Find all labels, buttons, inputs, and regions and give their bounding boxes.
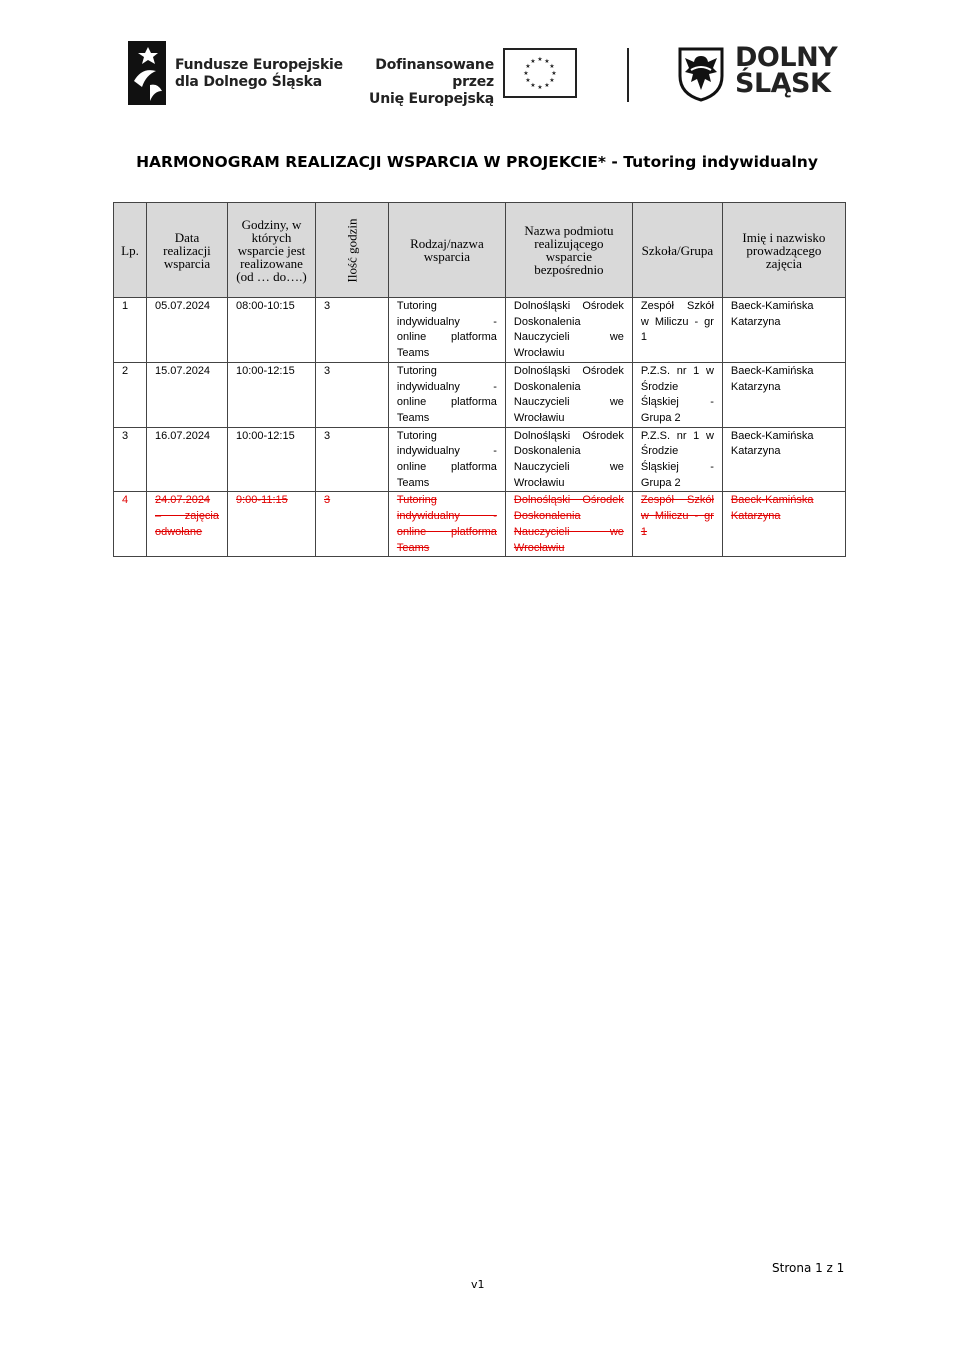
cell-data: 05.07.2024 bbox=[147, 298, 228, 363]
cell-data: 15.07.2024 bbox=[147, 362, 228, 427]
cell-szkola: Zespół Szkół w Miliczu - gr 1 bbox=[632, 492, 722, 557]
cell-rodzaj: Tutoring indywidualny - online platforma Teams bbox=[388, 492, 505, 557]
fundusze-europejskie-logo-icon bbox=[128, 41, 166, 105]
cell-data: 24.07.2024 – zajęcia odwołane bbox=[147, 492, 228, 557]
table-row bbox=[114, 362, 846, 427]
logo-bar bbox=[120, 38, 850, 118]
cell-ilosc: 3 bbox=[316, 298, 389, 363]
schedule-table bbox=[113, 202, 846, 557]
cell-lp: 4 bbox=[114, 492, 147, 557]
header-ilosc-label: Ilość godzin bbox=[344, 218, 360, 282]
cell-data: 16.07.2024 bbox=[147, 427, 228, 492]
cell-lp: 3 bbox=[114, 427, 147, 492]
eu-cofunding-text: Dofinansowane przez Unię Europejską bbox=[369, 57, 494, 107]
cell-prowadzacy: Baeck-Kamińska Katarzyna bbox=[722, 427, 845, 492]
cell-prowadzacy: Baeck-Kamińska Katarzyna bbox=[722, 492, 845, 557]
svg-text:★: ★ bbox=[525, 63, 531, 70]
table-row bbox=[114, 427, 846, 492]
svg-text:★: ★ bbox=[549, 77, 555, 84]
svg-text:★: ★ bbox=[551, 70, 557, 77]
header-godziny: Godziny, w których wsparcie jest realizowane (od … do….) bbox=[228, 203, 316, 298]
cell-godziny: 10:00-12:15 bbox=[228, 362, 316, 427]
fundusze-europejskie-text: Fundusze Europejskie dla Dolnego Śląska bbox=[175, 57, 343, 90]
cell-szkola: P.Z.S. nr 1 w Środzie Śląskiej - Grupa 2 bbox=[632, 362, 722, 427]
document-version: v1 bbox=[471, 1278, 485, 1291]
cell-ilosc: 3 bbox=[316, 362, 389, 427]
table-row bbox=[114, 298, 846, 363]
cell-rodzaj: Tutoring indywidualny - online platforma Teams bbox=[388, 362, 505, 427]
dolny-slask-crest-icon bbox=[677, 46, 725, 102]
cell-godziny: 9:00-11:15 bbox=[228, 492, 316, 557]
header-szkola: Szkoła/Grupa bbox=[632, 203, 722, 298]
cell-ilosc: 3 bbox=[316, 492, 389, 557]
table-row-cancelled bbox=[114, 492, 846, 557]
header-podmiot: Nazwa podmiotu realizującego wsparcie bezpośrednio bbox=[505, 203, 632, 298]
svg-text:★: ★ bbox=[525, 77, 531, 84]
header-data: Data realizacji wsparcia bbox=[147, 203, 228, 298]
cell-podmiot: Dolnośląski Ośrodek Doskonalenia Nauczycieli we Wrocławiu bbox=[505, 362, 632, 427]
svg-text:★: ★ bbox=[544, 82, 550, 89]
svg-text:★: ★ bbox=[530, 58, 536, 65]
svg-text:★: ★ bbox=[537, 84, 543, 91]
svg-text:★: ★ bbox=[537, 56, 543, 63]
cell-szkola: Zespół Szkół w Miliczu - gr 1 bbox=[632, 298, 722, 363]
cell-podmiot: Dolnośląski Ośrodek Doskonalenia Nauczycieli we Wrocławiu bbox=[505, 427, 632, 492]
cell-prowadzacy: Baeck-Kamińska Katarzyna bbox=[722, 298, 845, 363]
dolny-slask-text: DOLNY ŚLĄSK bbox=[735, 42, 838, 99]
svg-text:★: ★ bbox=[530, 82, 536, 89]
cell-prowadzacy: Baeck-Kamińska Katarzyna bbox=[722, 362, 845, 427]
cell-rodzaj: Tutoring indywidualny - online platforma Teams bbox=[388, 427, 505, 492]
svg-text:★: ★ bbox=[544, 58, 550, 65]
logo-separator bbox=[627, 48, 629, 102]
page-number: Strona 1 z 1 bbox=[772, 1261, 845, 1275]
cell-godziny: 10:00-12:15 bbox=[228, 427, 316, 492]
cell-lp: 1 bbox=[114, 298, 147, 363]
document-title: HARMONOGRAM REALIZACJI WSPARCIA W PROJEKCIE* - Tutoring indywidualny bbox=[136, 153, 818, 171]
cell-podmiot: Dolnośląski Ośrodek Doskonalenia Nauczycieli we Wrocławiu bbox=[505, 492, 632, 557]
header-rodzaj: Rodzaj/nazwa wsparcia bbox=[388, 203, 505, 298]
table-header-row bbox=[114, 203, 846, 298]
header-ilosc bbox=[316, 203, 389, 298]
eu-flag-icon bbox=[503, 48, 577, 98]
header-lp: Lp. bbox=[114, 203, 147, 298]
cell-szkola: P.Z.S. nr 1 w Środzie Śląskiej - Grupa 2 bbox=[632, 427, 722, 492]
cell-lp: 2 bbox=[114, 362, 147, 427]
svg-text:★: ★ bbox=[523, 70, 529, 77]
cell-podmiot: Dolnośląski Ośrodek Doskonalenia Nauczycieli we Wrocławiu bbox=[505, 298, 632, 363]
cell-godziny: 08:00-10:15 bbox=[228, 298, 316, 363]
svg-text:★: ★ bbox=[549, 63, 555, 70]
header-prowadzacy: Imię i nazwisko prowadzącego zajęcia bbox=[722, 203, 845, 298]
cell-rodzaj: Tutoring indywidualny - online platforma Teams bbox=[388, 298, 505, 363]
cell-ilosc: 3 bbox=[316, 427, 389, 492]
